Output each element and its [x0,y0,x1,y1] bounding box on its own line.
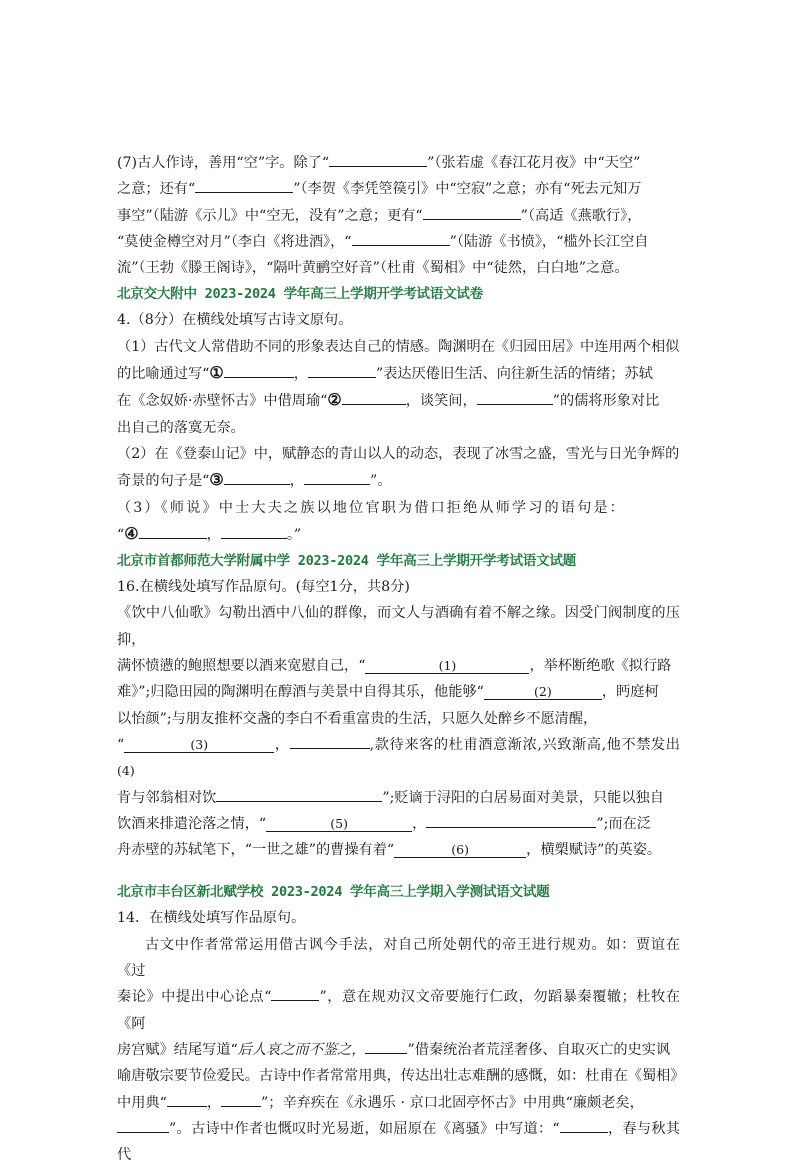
q7-line-4 [117,229,680,255]
text: 肯与邻翁相对饮 [117,789,217,806]
text: ， [293,366,308,383]
answer-blank[interactable]: (3) [124,737,274,753]
text: ”借秦统治者荒淫奢侈、自取灭亡的史实讽 [407,1041,671,1058]
blank-number: (4) [117,763,135,779]
answer-blank[interactable] [224,362,294,378]
text: ,款待来客的杜甫酒意渐浓,兴致渐高,他不禁发出 [369,736,680,753]
q7-line-2 [117,176,680,202]
text: ”（李贺《李凭箜篌引》中“空寂”之意；亦有“死去元知万 [293,181,642,198]
answer-blank[interactable] [195,177,293,193]
answer-blank[interactable]: (2) [484,684,602,700]
text: 奇景的句子是“ [117,473,210,490]
circled-number: ① [209,363,224,383]
text: ”;而在泛 [596,815,651,832]
circled-number: ④ [124,523,139,543]
circled-number: ③ [209,470,224,490]
text: 满怀愤懑的鲍照想要以酒来宽慰自己，“ [117,658,366,675]
text: 房宫赋》结尾写道“ [117,1041,238,1058]
text: 。” [286,526,302,543]
text: ，眄庭柯 [601,684,659,701]
s1-line [117,387,680,414]
answer-blank[interactable] [139,523,207,539]
s3-line: 喻唐敬宗要节俭爱民。古诗中作者常常用典，传达出壮志难酬的感慨，如：杜甫在《蜀相》 [117,1068,685,1085]
s2-line [117,732,680,785]
question-header: 14．在横线处填写作品原句。 [117,910,306,927]
text: ”表达厌倦旧生活、向往新生活的情绪；苏轼 [375,366,653,383]
text: 在《念奴娇·赤壁怀古》中借周瑜“ [117,393,328,410]
answer-blank[interactable] [221,523,287,539]
answer-blank[interactable]: (1) [365,658,529,674]
answer-blank[interactable] [224,469,290,485]
text: 流”（王勃《滕王阁诗》，“隔叶黄鹂空好音”（杜甫《蜀相》中“徒然，白白地”之意。 [117,260,629,277]
s1-line: （2）在《登泰山记》中，赋静态的青山以人的动态，表现了冰雪之盛，雪光与日光争辉的 [117,445,680,462]
text: 事空”（陆游《示儿》中“空无，没有”之意；更有“ [117,207,423,224]
answer-blank[interactable] [352,230,450,246]
text: ，谈笑间， [405,393,477,410]
answer-blank[interactable]: (5) [266,816,412,832]
s1-line: （3）《师说》中士大夫之族以地位官职为借口拒绝从师学习的语句是： [117,499,626,516]
text: 的比喻通过写“ [117,366,210,383]
s3-line [117,1037,680,1063]
answer-blank[interactable] [342,389,406,405]
s1-line [117,467,680,494]
text: 秦论》中提出中心论点“ [117,989,272,1006]
answer-blank[interactable] [304,469,370,485]
text: “莫使金樽空对月”（李白《将进酒》，“ [117,233,352,250]
text: ， [274,736,290,753]
source-title: 北京交大附中 2023-2024 学年高三上学期开学考试语文试卷 [117,286,483,303]
text: 舟赤壁的苏轼笔下，“一世之雄”的曹操有着“ [117,842,395,859]
text: 中用典“ [117,1094,167,1111]
s3-line: 古文中作者常常运用借古讽今手法，对自己所处朝代的帝王进行规劝。如：贾谊在《过 [117,936,680,980]
answer-blank[interactable] [560,1117,608,1133]
text: 之意；还有“ [117,181,196,198]
s1-line: 出自己的落寞无奈。 [117,419,245,436]
s1-line [117,360,680,387]
s3-line [117,984,680,1037]
s2-line: 以怡颜”;与朋友推杯交盏的李白不看重富贵的生活，只愿久处醉乡不愿清醒， [117,710,598,727]
circled-number: ② [327,390,342,410]
answer-blank[interactable] [216,786,382,802]
answer-blank[interactable] [221,1091,261,1107]
s1-line: （1）古代文人常借助不同的形象表达自己的情感。陶渊明在《归园田居》中连用两个相似 [117,338,680,355]
s2-line [117,785,680,811]
answer-blank[interactable] [308,362,376,378]
text: “ [117,526,125,543]
text: ， [206,526,221,543]
text: ”（高适《燕歌行》， [520,207,642,224]
text: ”的儒将形象对比 [552,393,660,410]
text: 饮酒来排遣沦落之情，“ [117,815,267,832]
text: ， [412,815,427,832]
text: ”；辛弃疾在《永遇乐 · 京口北固亭怀古》中用典“廉颇老矣， [261,1094,644,1111]
s3-line [117,1116,680,1168]
answer-blank[interactable] [423,204,521,220]
s2-line [117,811,680,837]
answer-blank[interactable] [271,985,319,1001]
source-title: 北京市丰台区新北赋学校 2023-2024 学年高三上学期入学测试语文试题 [117,884,550,901]
q7-line-1 [117,150,680,176]
text: “ [117,736,125,753]
answer-blank[interactable] [477,389,553,405]
answer-blank[interactable] [167,1091,207,1107]
s2-line [117,837,680,863]
answer-blank[interactable] [117,1117,169,1133]
q7-line-3 [117,203,680,229]
s1-line [117,521,680,548]
s2-line [117,653,680,679]
answer-blank[interactable] [365,1038,407,1054]
s2-line [117,679,680,705]
text: ， [289,473,304,490]
s3-line [117,1090,680,1116]
answer-blank[interactable]: (6) [394,842,526,858]
answer-blank[interactable] [290,733,370,749]
answer-blank[interactable] [426,812,596,828]
text: ”。古诗中作者也慨叹时光易逝，如屈原在《离骚》中写道：“ [169,1120,560,1137]
text: (7)古人作诗，善用“空”字。除了“ [117,155,330,171]
text: ”。 [369,473,392,490]
question-header: 16.在横线处填写作品原句。(每空1分，共8分) [117,579,410,596]
text: ，春与秋其代 [117,1120,680,1164]
text: ”;贬谪于浔阳的白居易面对美景，只能以独自 [382,789,664,806]
q7-line-5 [117,255,680,281]
text: ， [206,1094,222,1111]
text: ”，意在规劝汉文帝要施行仁政，勿蹈暴秦覆辙；杜牧在《阿 [117,989,680,1032]
answer-blank[interactable] [329,151,427,167]
text: ”（张若虚《春江花月夜》中“天空” [427,155,641,171]
s2-line: 《饮中八仙歌》勾勒出酒中八仙的群像，而文人与酒确有着不解之缘。因受门阀制度的压抑， [117,605,680,648]
source-title: 北京市首都师范大学附属中学 2023-2024 学年高三上学期开学考试语文试题 [117,553,576,570]
text: 难》”;归隐田园的陶渊明在醇酒与美景中自得其乐，他能够“ [117,684,484,701]
question-header: 4.（8分）在横线处填写古诗文原句。 [117,312,353,329]
text: ”（陆游《书愤》，“槛外长江空自 [449,233,649,250]
text: ，横槊赋诗”的英姿。 [526,842,662,859]
text: ，举杯断绝歌《拟行路 [529,658,672,675]
document-page [117,150,685,1168]
quoted-text: 后人哀之而不鉴之， [237,1041,366,1058]
